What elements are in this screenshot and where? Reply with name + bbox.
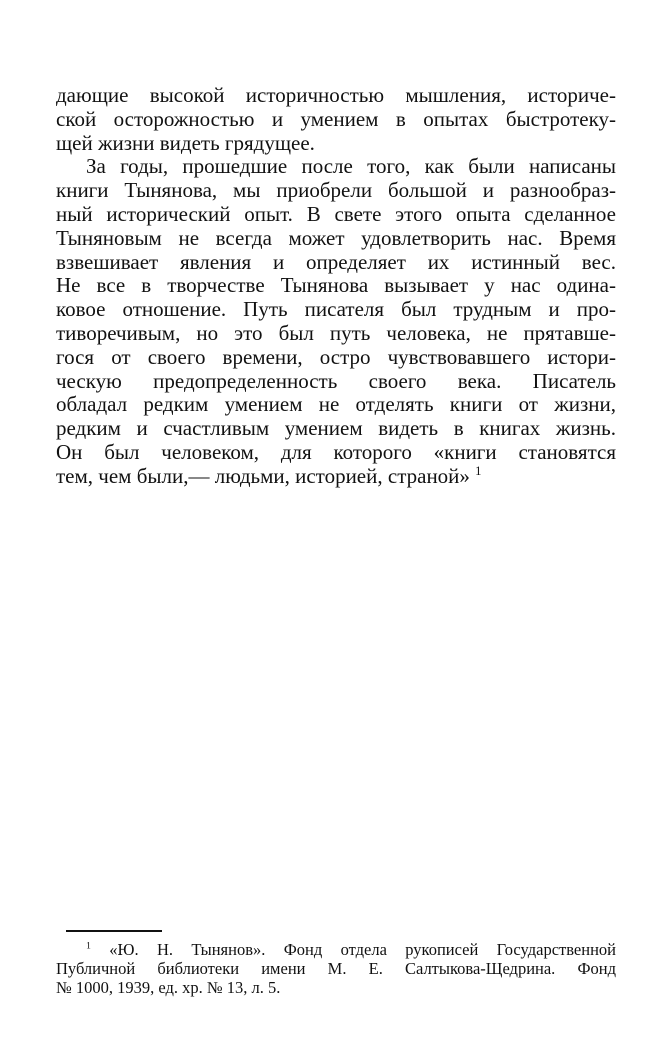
- text-line: обладал редким умением не отделять книги от жизни,: [56, 392, 616, 417]
- footnote-line: [56, 940, 616, 959]
- text-line: тем, чем были,— людьми, историей, страной»: [56, 463, 470, 488]
- footnote-line: Публичной библиотеки имени М. Е. Салтыкова-Щедрина. Фонд: [56, 959, 616, 978]
- footnote-reference: 1: [475, 463, 482, 478]
- footnote-line: № 1000, 1939, ед. хр. № 13, л. 5.: [56, 978, 281, 997]
- main-text-block: [56, 84, 616, 489]
- text-line: Тыняновым не всегда может удовлетворить нас. Время: [56, 225, 616, 250]
- footnote-text: «Ю. Н. Тынянов». Фонд отдела рукописей Государственной: [109, 940, 616, 959]
- text-line: ковое отношение. Путь писателя был трудным и про-: [56, 297, 616, 322]
- text-line: дающие высокой историчностью мышления, историче-: [56, 83, 616, 107]
- footnote-divider: [66, 930, 162, 932]
- text-line: ный исторический опыт. В свете этого опыта сделанное: [56, 201, 616, 226]
- text-line: тиворечивым, но это был путь человека, не прятавше-: [56, 320, 616, 345]
- footnote-marker: 1: [86, 940, 91, 952]
- paragraph-first-line: За годы, прошедшие после того, как были написаны: [86, 154, 616, 179]
- text-line: ческую предопределенность своего века. Писатель: [56, 368, 616, 393]
- text-line: книги Тынянова, мы приобрели большой и разнообраз-: [56, 178, 616, 203]
- text-line: Он был человеком, для которого «книги становятся: [56, 439, 616, 464]
- footnote-block: [56, 940, 616, 997]
- paragraph-last-line: [56, 465, 616, 489]
- text-line: Не все в творчестве Тынянова вызывает у нас одина-: [56, 273, 616, 298]
- text-line: гося от своего времени, остро чувствовавшего истори-: [56, 344, 616, 369]
- text-line: редким и счастливым умением видеть в книгах жизнь.: [56, 416, 616, 441]
- text-line: ской осторожностью и умением в опытах быстротеку-: [56, 106, 616, 131]
- text-line: взвешивает явления и определяет их истинный вес.: [56, 249, 616, 274]
- text-line: щей жизни видеть грядущее.: [56, 130, 315, 155]
